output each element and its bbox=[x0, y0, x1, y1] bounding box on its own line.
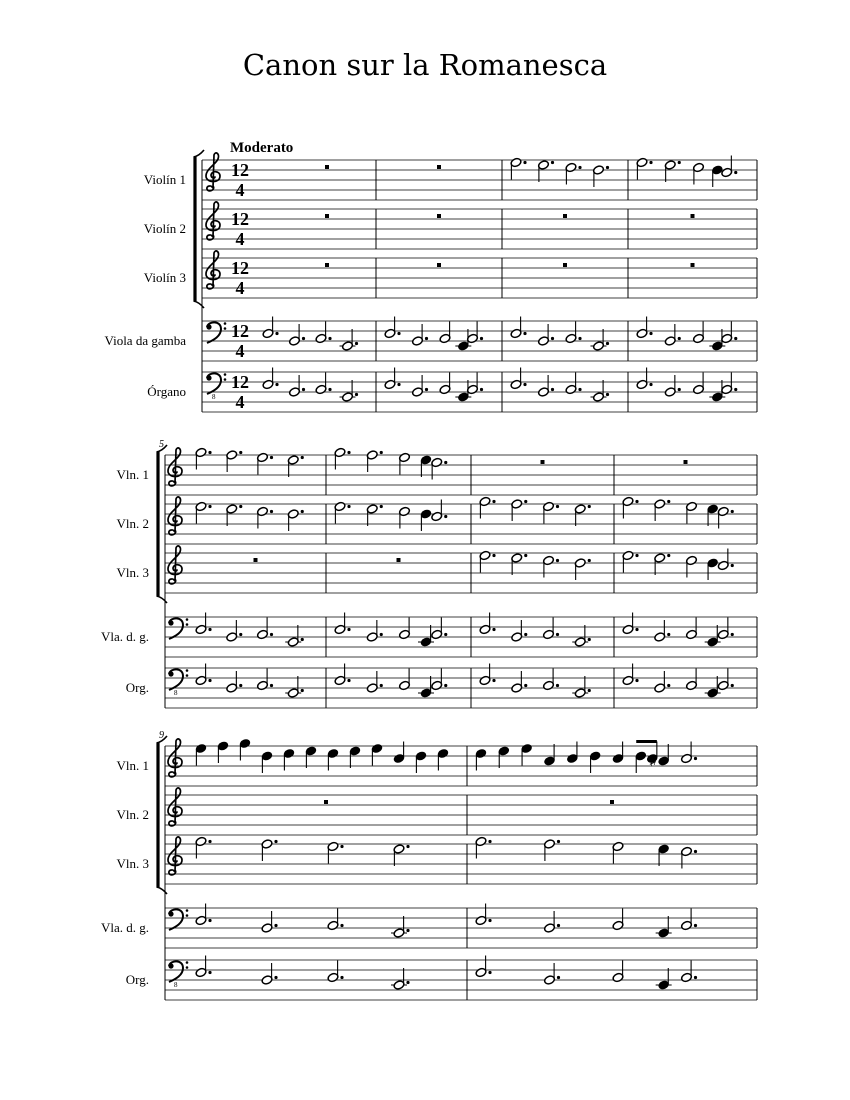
bass-clef-dot bbox=[186, 909, 189, 912]
instrument-label: Org. bbox=[125, 972, 149, 987]
whole-rest-icon bbox=[325, 165, 329, 169]
measure bbox=[325, 214, 329, 218]
measure bbox=[636, 368, 737, 403]
bass-clef-dot bbox=[168, 911, 173, 916]
augmentation-dot bbox=[492, 500, 495, 503]
measure bbox=[479, 613, 591, 648]
time-signature-numerator: 12 bbox=[231, 160, 249, 180]
staff-vln2 bbox=[144, 202, 757, 249]
whole-rest-icon bbox=[684, 460, 688, 464]
instrument-label: Vln. 2 bbox=[116, 807, 149, 822]
bass-clef-dot bbox=[186, 623, 189, 626]
augmentation-dot bbox=[556, 559, 559, 562]
sharp-accidental: ♯ bbox=[649, 753, 657, 768]
time-signature-numerator: 12 bbox=[231, 372, 249, 392]
score-title: Canon sur la Romanesca bbox=[242, 48, 608, 82]
augmentation-dot bbox=[380, 505, 383, 508]
measure bbox=[691, 263, 695, 267]
staff-vln2 bbox=[117, 496, 758, 544]
measure bbox=[510, 157, 609, 187]
augmentation-dot bbox=[340, 976, 343, 979]
augmentation-dot bbox=[274, 840, 277, 843]
measure bbox=[610, 800, 614, 804]
augmentation-dot bbox=[734, 388, 737, 391]
augmentation-dot bbox=[667, 684, 670, 687]
augmentation-dot bbox=[588, 559, 591, 562]
augmentation-dot bbox=[270, 684, 273, 687]
measure bbox=[195, 664, 304, 699]
augmentation-dot bbox=[397, 383, 400, 386]
whole-rest-icon bbox=[610, 800, 614, 804]
treble-clef-icon bbox=[168, 739, 182, 777]
treble-clef-icon bbox=[206, 153, 220, 191]
augmentation-dot bbox=[347, 505, 350, 508]
bass-clef-dot bbox=[206, 375, 211, 380]
augmentation-dot bbox=[578, 166, 581, 169]
measure bbox=[622, 613, 734, 648]
staff-vln2 bbox=[117, 788, 758, 835]
augmentation-dot bbox=[635, 500, 638, 503]
measure bbox=[479, 550, 591, 580]
instrument-label: Órgano bbox=[147, 384, 186, 399]
instrument-label: Violín 2 bbox=[143, 221, 186, 236]
augmentation-dot bbox=[734, 337, 737, 340]
measure bbox=[195, 904, 410, 939]
time-signature-numerator: 12 bbox=[231, 209, 249, 229]
measure bbox=[195, 956, 410, 991]
measure bbox=[195, 836, 410, 866]
augmentation-dot bbox=[694, 924, 697, 927]
tempo-marking: Moderato bbox=[230, 140, 294, 156]
measure bbox=[437, 165, 441, 169]
treble-clef-icon bbox=[206, 202, 220, 240]
augmentation-dot bbox=[524, 633, 527, 636]
augmentation-dot bbox=[406, 981, 409, 984]
measure bbox=[325, 263, 329, 267]
augmentation-dot bbox=[635, 628, 638, 631]
augmentation-dot bbox=[557, 976, 560, 979]
time-signature-numerator: 12 bbox=[231, 258, 249, 278]
bass-clef-dot bbox=[186, 914, 189, 917]
bass-clef-dot bbox=[224, 327, 227, 330]
whole-rest-icon bbox=[563, 263, 567, 267]
augmentation-dot bbox=[649, 161, 652, 164]
measure bbox=[684, 460, 688, 464]
bass-clef-dot bbox=[186, 618, 189, 621]
measure bbox=[479, 496, 591, 526]
treble-clef-icon bbox=[168, 788, 182, 826]
augmentation-dot bbox=[488, 840, 491, 843]
augmentation-dot bbox=[524, 500, 527, 503]
augmentation-dot bbox=[578, 337, 581, 340]
augmentation-dot bbox=[347, 451, 350, 454]
system-2 bbox=[101, 439, 757, 708]
instrument-label: Org. bbox=[125, 680, 149, 695]
augmentation-dot bbox=[492, 628, 495, 631]
bracket-hook bbox=[194, 150, 205, 157]
bass-clef-dot bbox=[186, 674, 189, 677]
augmentation-dot bbox=[678, 337, 681, 340]
measure bbox=[636, 317, 737, 352]
augmentation-dot bbox=[275, 383, 278, 386]
augmentation-dot bbox=[425, 337, 428, 340]
augmentation-dot bbox=[734, 171, 737, 174]
staff-vln3 bbox=[117, 546, 758, 593]
augmentation-dot bbox=[492, 679, 495, 682]
augmentation-dot bbox=[694, 850, 697, 853]
treble-clef-icon bbox=[168, 546, 182, 584]
augmentation-dot bbox=[557, 924, 560, 927]
augmentation-dot bbox=[492, 554, 495, 557]
instrument-label: Vln. 3 bbox=[116, 565, 149, 580]
augmentation-dot bbox=[208, 451, 211, 454]
augmentation-dot bbox=[731, 684, 734, 687]
system-3 bbox=[101, 730, 757, 1000]
augmentation-dot bbox=[588, 505, 591, 508]
augmentation-dot bbox=[557, 840, 560, 843]
whole-rest-icon bbox=[397, 558, 401, 562]
augmentation-dot bbox=[556, 633, 559, 636]
augmentation-dot bbox=[635, 679, 638, 682]
augmentation-dot bbox=[678, 161, 681, 164]
whole-rest-icon bbox=[325, 214, 329, 218]
measure bbox=[384, 368, 483, 403]
measure bbox=[384, 317, 483, 352]
augmentation-dot bbox=[302, 388, 305, 391]
augmentation-dot bbox=[444, 515, 447, 518]
whole-rest-icon bbox=[691, 214, 695, 218]
augmentation-dot bbox=[551, 337, 554, 340]
octave-eight-mark: 8 bbox=[174, 689, 178, 697]
augmentation-dot bbox=[274, 924, 277, 927]
time-signature-denominator: 4 bbox=[235, 278, 245, 298]
augmentation-dot bbox=[606, 166, 609, 169]
augmentation-dot bbox=[678, 388, 681, 391]
augmentation-dot bbox=[355, 393, 358, 396]
staff-vln1 bbox=[117, 447, 758, 495]
measure bbox=[195, 447, 304, 477]
measure bbox=[437, 214, 441, 218]
whole-rest-icon bbox=[691, 263, 695, 267]
staff-vln3 bbox=[144, 251, 757, 298]
measure-number: 5 bbox=[159, 439, 164, 450]
augmentation-dot bbox=[347, 679, 350, 682]
time-signature-denominator: 4 bbox=[235, 392, 245, 412]
augmentation-dot bbox=[275, 332, 278, 335]
measure bbox=[334, 664, 447, 699]
augmentation-dot bbox=[523, 332, 526, 335]
augmentation-dot bbox=[208, 628, 211, 631]
augmentation-dot bbox=[731, 633, 734, 636]
augmentation-dot bbox=[380, 684, 383, 687]
staff-vln1 bbox=[144, 153, 757, 200]
measure bbox=[254, 558, 258, 562]
staff-vln3 bbox=[117, 836, 758, 884]
augmentation-dot bbox=[606, 393, 609, 396]
augmentation-dot bbox=[649, 383, 652, 386]
augmentation-dot bbox=[208, 840, 211, 843]
augmentation-dot bbox=[239, 633, 242, 636]
augmentation-dot bbox=[239, 684, 242, 687]
treble-clef-icon bbox=[206, 251, 220, 289]
augmentation-dot bbox=[380, 633, 383, 636]
augmentation-dot bbox=[523, 161, 526, 164]
measure bbox=[622, 664, 734, 699]
staff-vln1 bbox=[117, 738, 758, 786]
measure bbox=[563, 214, 567, 218]
instrument-label: Vla. d. g. bbox=[100, 629, 149, 644]
augmentation-dot bbox=[406, 929, 409, 932]
staff-gamba bbox=[101, 613, 757, 658]
augmentation-dot bbox=[480, 388, 483, 391]
measure-number: 9 bbox=[159, 730, 164, 741]
augmentation-dot bbox=[301, 689, 304, 692]
measure bbox=[475, 904, 697, 939]
bass-clef-dot bbox=[206, 324, 211, 329]
augmentation-dot bbox=[270, 633, 273, 636]
augmentation-dot bbox=[667, 633, 670, 636]
augmentation-dot bbox=[731, 564, 734, 567]
measure bbox=[479, 664, 591, 699]
augmentation-dot bbox=[444, 633, 447, 636]
measure bbox=[541, 460, 545, 464]
augmentation-dot bbox=[355, 342, 358, 345]
augmentation-dot bbox=[328, 337, 331, 340]
measure bbox=[262, 317, 358, 352]
bass-clef-dot bbox=[224, 378, 227, 381]
augmentation-dot bbox=[328, 388, 331, 391]
augmentation-dot bbox=[731, 510, 734, 513]
whole-rest-icon bbox=[437, 214, 441, 218]
augmentation-dot bbox=[694, 976, 697, 979]
system-1 bbox=[104, 140, 757, 412]
whole-rest-icon bbox=[254, 558, 258, 562]
time-signature-numerator: 12 bbox=[231, 321, 249, 341]
augmentation-dot bbox=[239, 451, 242, 454]
augmentation-dot bbox=[694, 757, 697, 760]
staff-organ bbox=[126, 664, 757, 709]
augmentation-dot bbox=[551, 161, 554, 164]
augmentation-dot bbox=[551, 388, 554, 391]
bass-clef-dot bbox=[186, 966, 189, 969]
measure bbox=[691, 214, 695, 218]
whole-rest-icon bbox=[325, 263, 329, 267]
staff-gamba bbox=[101, 904, 757, 949]
time-signature-denominator: 4 bbox=[235, 341, 245, 361]
augmentation-dot bbox=[444, 461, 447, 464]
measure bbox=[397, 558, 401, 562]
staff-organ bbox=[126, 956, 757, 1001]
augmentation-dot bbox=[239, 505, 242, 508]
augmentation-dot bbox=[488, 919, 491, 922]
augmentation-dot bbox=[524, 554, 527, 557]
bass-clef-dot bbox=[168, 671, 173, 676]
measure bbox=[563, 263, 567, 267]
measure bbox=[475, 956, 697, 991]
augmentation-dot bbox=[380, 451, 383, 454]
augmentation-dot bbox=[444, 684, 447, 687]
instrument-label: Vla. d. g. bbox=[100, 920, 149, 935]
augmentation-dot bbox=[523, 383, 526, 386]
augmentation-dot bbox=[397, 332, 400, 335]
bass-clef-dot bbox=[168, 620, 173, 625]
augmentation-dot bbox=[274, 976, 277, 979]
measure bbox=[334, 613, 447, 648]
augmentation-dot bbox=[301, 510, 304, 513]
augmentation-dot bbox=[524, 684, 527, 687]
treble-clef-icon bbox=[168, 448, 182, 486]
augmentation-dot bbox=[667, 554, 670, 557]
augmentation-dot bbox=[578, 388, 581, 391]
whole-rest-icon bbox=[437, 165, 441, 169]
augmentation-dot bbox=[302, 337, 305, 340]
treble-clef-icon bbox=[168, 837, 182, 875]
instrument-label: Vln. 3 bbox=[116, 856, 149, 871]
instrument-label: Viola da gamba bbox=[104, 333, 186, 348]
bass-clef-dot bbox=[224, 373, 227, 376]
whole-rest-icon bbox=[324, 800, 328, 804]
augmentation-dot bbox=[301, 456, 304, 459]
instrument-label: Violín 1 bbox=[143, 172, 186, 187]
augmentation-dot bbox=[208, 505, 211, 508]
whole-rest-icon bbox=[437, 263, 441, 267]
augmentation-dot bbox=[635, 554, 638, 557]
measure bbox=[195, 613, 304, 648]
augmentation-dot bbox=[588, 689, 591, 692]
whole-rest-icon bbox=[541, 460, 545, 464]
augmentation-dot bbox=[588, 638, 591, 641]
bass-clef-dot bbox=[186, 961, 189, 964]
augmentation-dot bbox=[208, 971, 211, 974]
augmentation-dot bbox=[406, 845, 409, 848]
measure bbox=[195, 501, 304, 531]
augmentation-dot bbox=[347, 628, 350, 631]
measure bbox=[437, 263, 441, 267]
augmentation-dot bbox=[667, 500, 670, 503]
augmentation-dot bbox=[301, 638, 304, 641]
bass-clef-dot bbox=[168, 963, 173, 968]
augmentation-dot bbox=[340, 845, 343, 848]
augmentation-dot bbox=[480, 337, 483, 340]
instrument-label: Vln. 1 bbox=[116, 467, 149, 482]
measure bbox=[510, 368, 609, 403]
augmentation-dot bbox=[606, 342, 609, 345]
instrument-label: Vln. 2 bbox=[116, 516, 149, 531]
augmentation-dot bbox=[556, 505, 559, 508]
instrument-label: Violín 3 bbox=[143, 270, 186, 285]
staff-organ bbox=[147, 368, 757, 413]
whole-rest-icon bbox=[563, 214, 567, 218]
measure bbox=[325, 165, 329, 169]
bass-clef-dot bbox=[224, 322, 227, 325]
octave-eight-mark: 8 bbox=[174, 981, 178, 989]
time-signature-denominator: 4 bbox=[235, 180, 245, 200]
octave-eight-mark: 8 bbox=[212, 393, 216, 401]
augmentation-dot bbox=[556, 684, 559, 687]
measure bbox=[262, 368, 358, 403]
augmentation-dot bbox=[270, 456, 273, 459]
instrument-label: Vln. 1 bbox=[116, 758, 149, 773]
augmentation-dot bbox=[425, 388, 428, 391]
augmentation-dot bbox=[488, 971, 491, 974]
augmentation-dot bbox=[208, 679, 211, 682]
augmentation-dot bbox=[270, 510, 273, 513]
measure bbox=[324, 800, 328, 804]
bass-clef-dot bbox=[186, 669, 189, 672]
augmentation-dot bbox=[208, 919, 211, 922]
augmentation-dot bbox=[649, 332, 652, 335]
measure bbox=[510, 317, 609, 352]
augmentation-dot bbox=[340, 924, 343, 927]
time-signature-denominator: 4 bbox=[235, 229, 245, 249]
treble-clef-icon bbox=[168, 497, 182, 535]
